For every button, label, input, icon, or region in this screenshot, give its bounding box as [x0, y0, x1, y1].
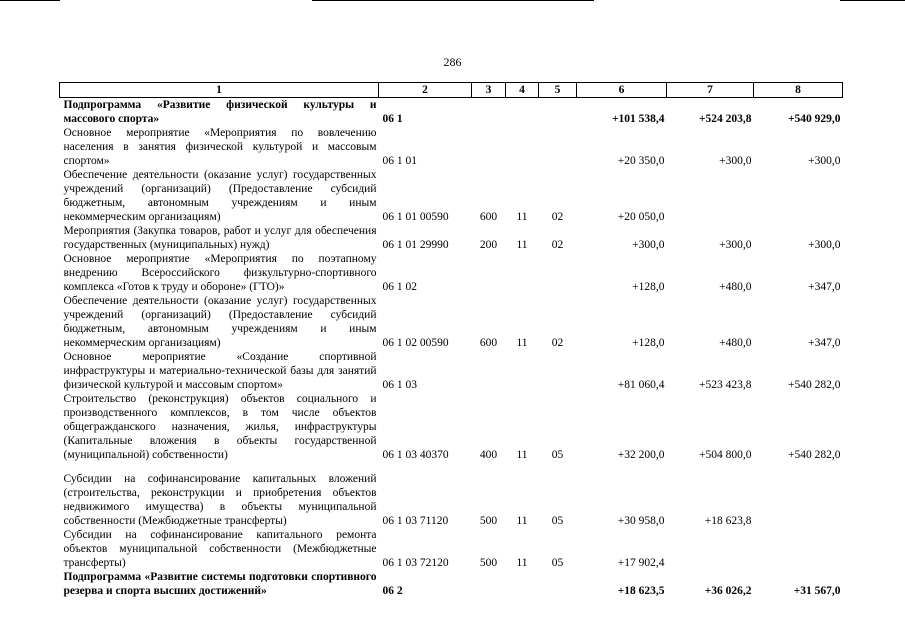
table-row: [60, 168, 843, 224]
table-row: [60, 472, 843, 528]
row-expense-type: [472, 98, 506, 127]
row-section: 11: [516, 557, 528, 569]
row-description: Основное мероприятие «Создание спортивной инфраструктуры и материально-технической базы для занятий физической культурой и массовым спортом»: [63, 351, 377, 391]
row-section: 11: [516, 337, 528, 349]
table-row: [60, 294, 843, 350]
row-subsection: [539, 350, 577, 392]
row-amount-col8: +31 567,0: [793, 585, 841, 597]
row-description: Основное мероприятие «Мероприятия по поэтапному внедрению Всероссийского физкультурно-спортивного комплекса «Готов к труду и обороне» (ГТО)»: [63, 253, 377, 293]
top-rule-right: [840, 0, 905, 1]
row-description: Строительство (реконструкция) объектов социального и производственного комплексов, в том числе объектов общегражданского назначения, жилья, инфраструктуры (Капитальные вложения в объекты государственной (муниципальной) собственности): [63, 393, 377, 461]
row-amount-col7: +524 203,8: [698, 113, 752, 125]
row-description: Обеспечение деятельности (оказание услуг) государственных учреждений (организаций) (Предоставление субсидий бюджетным, автономным учреждениям и иным некоммерческим организациям): [63, 169, 377, 223]
row-code: 06 1 01 29990: [382, 239, 449, 251]
row-description: Субсидии на софинансирование капитального ремонта объектов муниципальной собственности (Межбюджетные трансферты): [63, 529, 377, 569]
row-amount-col7: +18 623,8: [704, 515, 752, 527]
row-amount-col6: +17 902,4: [617, 557, 665, 569]
row-section: [506, 570, 539, 598]
row-amount-col6: +300,0: [632, 239, 665, 251]
row-expense-type: 500: [479, 515, 498, 527]
row-description: Подпрограмма «Развитие системы подготовки спортивного резерва и спорта высших достижений»: [63, 571, 377, 597]
column-header: 6: [577, 83, 667, 98]
row-expense-type: [472, 350, 506, 392]
column-header: 1: [60, 83, 379, 98]
row-code: 06 1 03 71120: [382, 515, 449, 527]
row-subsection: [539, 126, 577, 168]
column-header: 7: [667, 83, 754, 98]
row-expense-type: 600: [479, 337, 498, 349]
row-description: Основное мероприятие «Мероприятия по вовлечению населения в занятия физической культурой и массовым спортом»: [63, 127, 377, 167]
row-amount-col7: +36 026,2: [704, 585, 752, 597]
header-row: [60, 83, 843, 98]
row-amount-col7: [667, 168, 754, 224]
row-amount-col6: +20 350,0: [617, 155, 665, 167]
row-subsection: [539, 252, 577, 294]
table-row: [60, 392, 843, 472]
row-amount-col7: +300,0: [719, 239, 752, 251]
table-row: [60, 350, 843, 392]
row-amount-col8: [754, 528, 843, 570]
row-description: Мероприятия (Закупка товаров, работ и услуг для обеспечения государственных (муниципальных) нужд): [63, 225, 377, 251]
row-expense-type: [472, 126, 506, 168]
row-amount-col7: +480,0: [719, 281, 752, 293]
row-code: 06 2: [382, 585, 403, 597]
table-row: [60, 126, 843, 168]
row-section: [506, 350, 539, 392]
row-code: 06 1: [382, 113, 403, 125]
row-amount-col6: +32 200,0: [617, 449, 665, 461]
row-description: Субсидии на софинансирование капитальных вложений (строительства, реконструкции и приобретения объектов недвижимого имущества) в объекты муниципальной собственности (Межбюджетные трансферты): [63, 473, 377, 527]
row-subsection: [539, 570, 577, 598]
row-subsection: 02: [551, 337, 564, 349]
row-description: Подпрограмма «Развитие физической культуры и массового спорта»: [63, 99, 377, 125]
row-expense-type: [472, 570, 506, 598]
table-row: [60, 528, 843, 570]
row-subsection: 05: [551, 449, 564, 461]
row-subsection: 02: [551, 239, 564, 251]
row-section: 11: [516, 239, 528, 251]
budget-table: [59, 82, 843, 598]
row-subsection: 05: [551, 515, 564, 527]
row-section: [506, 126, 539, 168]
row-amount-col6: +128,0: [632, 337, 665, 349]
row-amount-col8: [754, 168, 843, 224]
column-header: 3: [472, 83, 506, 98]
row-subsection: 02: [551, 211, 564, 223]
row-section: 11: [516, 515, 528, 527]
row-amount-col8: +300,0: [808, 155, 841, 167]
row-code: 06 1 03: [382, 379, 417, 391]
table-row: [60, 252, 843, 294]
row-amount-col7: [667, 528, 754, 570]
row-code: 06 1 02 00590: [382, 337, 449, 349]
row-section: [506, 98, 539, 127]
row-section: 11: [516, 449, 528, 461]
row-code: 06 1 01 00590: [382, 211, 449, 223]
row-section: [506, 252, 539, 294]
row-expense-type: 600: [479, 211, 498, 223]
row-amount-col8: +540 282,0: [788, 379, 841, 391]
top-rule-center: [312, 0, 594, 1]
table-row: [60, 570, 843, 598]
row-amount-col7: +480,0: [719, 337, 752, 349]
page-number: 286: [443, 55, 462, 69]
row-expense-type: 400: [479, 449, 498, 461]
row-amount-col6: +81 060,4: [617, 379, 665, 391]
row-amount-col8: +540 282,0: [788, 449, 841, 461]
row-expense-type: [472, 252, 506, 294]
row-expense-type: 200: [479, 239, 498, 251]
row-description: Обеспечение деятельности (оказание услуг) государственных учреждений (организаций) (Предоставление субсидий бюджетным, автономным учреждениям и иным некоммерческим организациям): [63, 295, 377, 349]
row-amount-col6: +18 623,5: [617, 585, 665, 597]
row-amount-col7: +300,0: [719, 155, 752, 167]
row-subsection: 05: [551, 557, 564, 569]
row-code: 06 1 03 40370: [382, 449, 449, 461]
column-header: 5: [539, 83, 577, 98]
table-row: [60, 224, 843, 252]
row-subsection: [539, 98, 577, 127]
row-amount-col7: +504 800,0: [699, 449, 752, 461]
table-row: [60, 98, 843, 127]
row-section: 11: [516, 211, 528, 223]
row-amount-col8: +540 929,0: [787, 113, 841, 125]
row-amount-col6: +101 538,4: [611, 113, 665, 125]
row-code: 06 1 02: [382, 281, 417, 293]
row-expense-type: 500: [479, 557, 498, 569]
column-header: 4: [506, 83, 539, 98]
top-rule-left: [0, 0, 60, 1]
row-amount-col7: +523 423,8: [699, 379, 752, 391]
row-code: 06 1 01: [382, 155, 417, 167]
row-amount-col8: +347,0: [808, 337, 841, 349]
row-amount-col6: +30 958,0: [617, 515, 665, 527]
column-header: 8: [754, 83, 843, 98]
row-amount-col8: [754, 472, 843, 528]
row-amount-col6: +128,0: [632, 281, 665, 293]
row-code: 06 1 03 72120: [382, 557, 449, 569]
row-amount-col8: +347,0: [808, 281, 841, 293]
row-amount-col6: +20 050,0: [617, 211, 665, 223]
row-amount-col8: +300,0: [808, 239, 841, 251]
column-header: 2: [379, 83, 472, 98]
